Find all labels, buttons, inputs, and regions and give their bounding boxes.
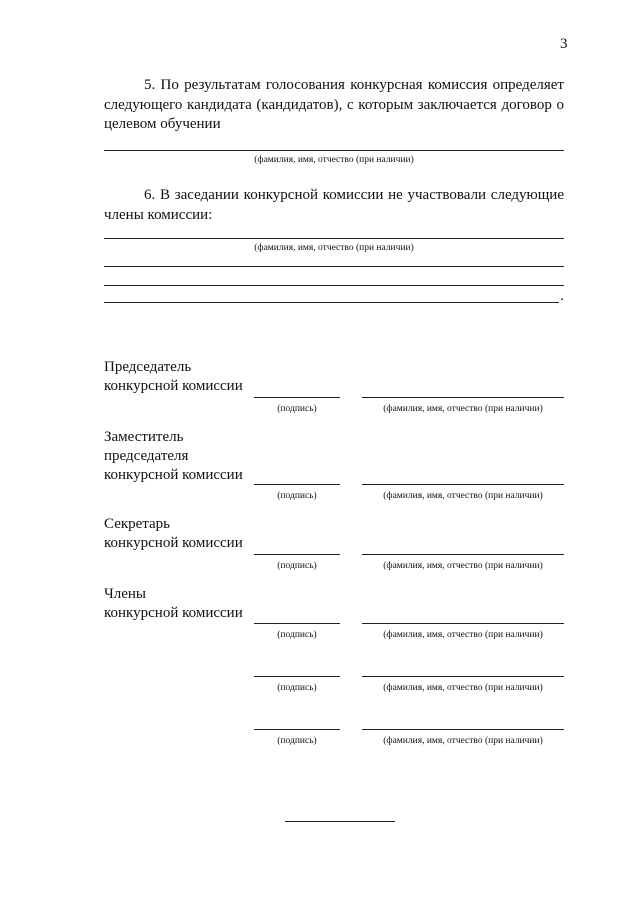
closing-separator-line: [285, 821, 395, 822]
member-2-signature-caption: (подпись): [277, 683, 317, 693]
section-5-text: 5. По результатам голосования конкурсная комиссия определяет следующего кандидата (кандидатов), с которым заключается договор о целевом обучении: [104, 77, 564, 132]
member-1-name-line: [362, 623, 564, 624]
secretary-title-line-1: Секретарь: [104, 516, 171, 532]
section-6-text: 6. В заседании конкурсной комиссии не участвовали следующие члены комиссии:: [104, 187, 564, 223]
chair-name-caption: (фамилия, имя, отчество (при наличии): [383, 404, 543, 414]
secretary-name-line: [362, 554, 564, 555]
chair-title-line-2: конкурсной комиссии: [104, 378, 243, 394]
chair-title: [104, 358, 243, 396]
deputy-name-line: [362, 484, 564, 485]
chair-signature-line: [254, 397, 340, 398]
member-3-name-caption: (фамилия, имя, отчество (при наличии): [383, 736, 543, 746]
secretary-title-line-2: конкурсной комиссии: [104, 535, 243, 551]
section-6-end-mark: .: [560, 288, 564, 304]
member-3-signature-line: [254, 729, 340, 730]
deputy-title-line-2: председателя: [104, 448, 189, 464]
deputy-signature-caption: (подпись): [277, 491, 317, 501]
deputy-name-caption: (фамилия, имя, отчество (при наличии): [383, 491, 543, 501]
member-1-signature-caption: (подпись): [277, 630, 317, 640]
section-6-caption: (фамилия, имя, отчество (при наличии): [254, 243, 414, 253]
section-5-caption: (фамилия, имя, отчество (при наличии): [254, 155, 414, 165]
deputy-title: [104, 428, 243, 485]
secretary-signature-line: [254, 554, 340, 555]
members-title: [104, 585, 243, 623]
member-2-name-caption: (фамилия, имя, отчество (при наличии): [383, 683, 543, 693]
section-5-name-line: [104, 150, 564, 151]
chair-name-line: [362, 397, 564, 398]
member-3-name-line: [362, 729, 564, 730]
secretary-name-caption: (фамилия, имя, отчество (при наличии): [383, 561, 543, 571]
section-6-name-line-4: [104, 302, 559, 303]
member-1-signature-line: [254, 623, 340, 624]
member-3-signature-caption: (подпись): [277, 736, 317, 746]
member-1-name-caption: (фамилия, имя, отчество (при наличии): [383, 630, 543, 640]
deputy-title-line-1: Заместитель: [104, 429, 184, 445]
deputy-signature-line: [254, 484, 340, 485]
chair-title-line-1: Председатель: [104, 359, 192, 375]
secretary-title: [104, 515, 243, 553]
secretary-signature-caption: (подпись): [277, 561, 317, 571]
deputy-title-line-3: конкурсной комиссии: [104, 467, 243, 483]
section-6-name-line-3: [104, 285, 564, 286]
page-number: 3: [560, 36, 568, 52]
chair-signature-caption: (подпись): [277, 404, 317, 414]
members-title-line-2: конкурсной комиссии: [104, 605, 243, 621]
member-2-name-line: [362, 676, 564, 677]
member-2-signature-line: [254, 676, 340, 677]
members-title-line-1: Члены: [104, 586, 146, 602]
section-6-name-line-1: [104, 238, 564, 239]
section-6-name-line-2: [104, 266, 564, 267]
